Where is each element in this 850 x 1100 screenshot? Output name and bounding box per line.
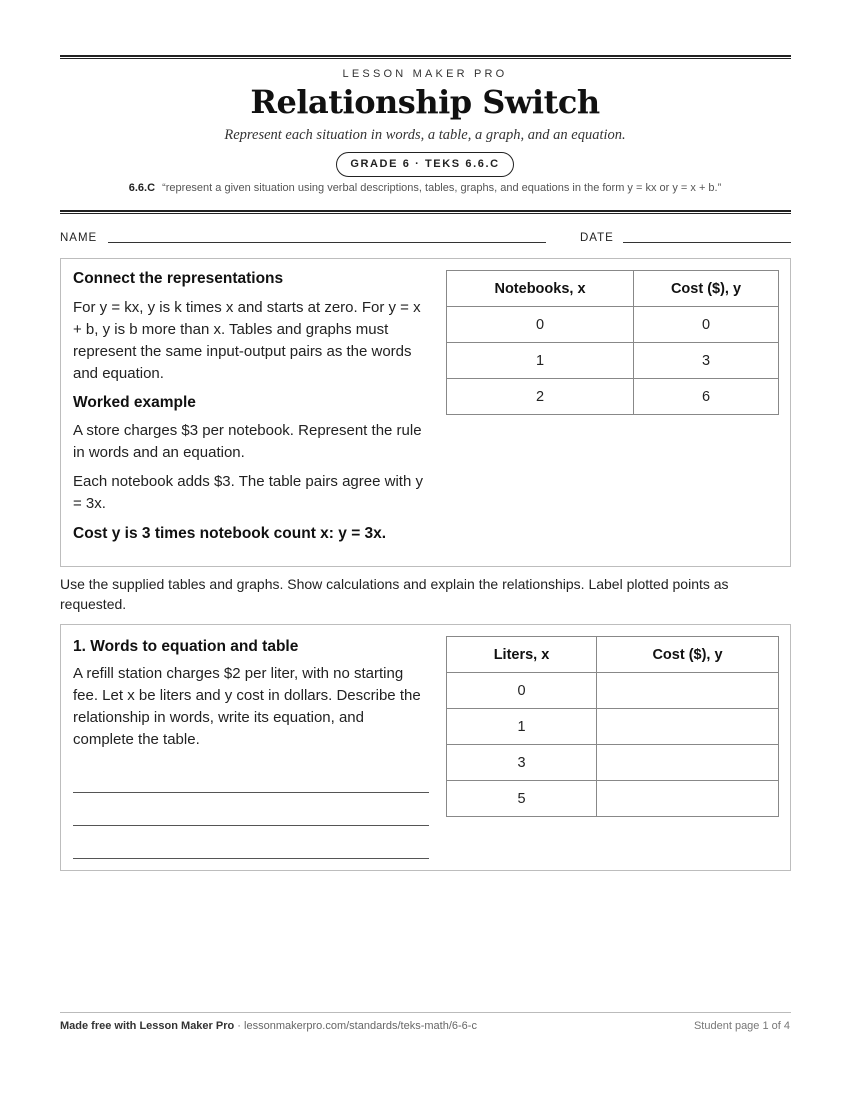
footer-made-with: Made free with Lesson Maker Pro <box>60 1020 235 1032</box>
table-cell: 0 <box>447 673 597 709</box>
table-cell: 1 <box>447 343 634 379</box>
page-subtitle: Represent each situation in words, a table, a graph, and an equation. <box>224 127 626 143</box>
table-row <box>447 745 779 781</box>
table-header-x: Liters, x <box>447 637 597 673</box>
liters-cost-table <box>446 636 779 817</box>
standard-description <box>0 182 850 194</box>
connect-heading: Connect the representations <box>73 270 284 287</box>
answer-cell[interactable] <box>597 673 779 709</box>
table-cell: 3 <box>447 745 597 781</box>
footer-rule <box>60 1012 791 1013</box>
table-row <box>447 673 779 709</box>
answer-cell[interactable] <box>597 745 779 781</box>
answer-line-1[interactable] <box>73 792 429 793</box>
connect-representations-box <box>60 258 791 567</box>
standard-code: 6.6.C <box>128 182 156 194</box>
table-row <box>447 343 779 379</box>
table-row <box>447 781 779 817</box>
top-double-rule <box>60 55 791 59</box>
header-bottom-double-rule <box>60 210 791 214</box>
date-field[interactable] <box>623 242 791 243</box>
worked-example-explanation: Each notebook adds $3. The table pairs agree with y = 3x. <box>73 473 423 512</box>
answer-cell[interactable] <box>597 781 779 817</box>
brand-name: LESSON MAKER PRO <box>342 68 508 80</box>
table-header-row <box>447 637 779 673</box>
table-row <box>447 307 779 343</box>
footer-url[interactable]: lessonmakerpro.com/standards/teks-math/6-6-c <box>244 1020 477 1032</box>
table-cell: 0 <box>634 307 779 343</box>
problem-1-heading: 1. Words to equation and table <box>73 638 299 655</box>
answer-line-2[interactable] <box>73 825 429 826</box>
table-header-y: Cost ($), y <box>634 271 779 307</box>
answer-line-3[interactable] <box>73 858 429 859</box>
connect-body: For y = kx, y is k times x and starts at zero. For y = x + b, y is b more than x. Tables and graphs must represent the same input-output pairs as the words and equation. <box>73 299 421 382</box>
standard-text: “represent a given situation using verbal descriptions, tables, graphs, and equations in the form y = kx or y = x + b.” <box>162 182 722 194</box>
grade-badge: GRADE 6 · TEKS 6.6.C <box>336 152 514 177</box>
table-cell: 6 <box>634 379 779 415</box>
page-title: Relationship Switch <box>250 83 600 121</box>
notebook-cost-table <box>446 270 779 415</box>
table-cell: 2 <box>447 379 634 415</box>
date-label: DATE <box>580 232 614 244</box>
footer-separator: · <box>237 1020 241 1032</box>
footer-credit <box>60 1020 477 1032</box>
worked-example-problem: A store charges $3 per notebook. Represent the rule in words and an equation. <box>73 422 422 461</box>
table-cell: 1 <box>447 709 597 745</box>
worked-example-answer: Cost y is 3 times notebook count x: y = 3x. <box>73 525 387 542</box>
instructions-text: Use the supplied tables and graphs. Show calculations and explain the relationships. Label plotted points as requested. <box>60 576 729 612</box>
footer-page-number: Student page 1 of 4 <box>693 1020 790 1032</box>
problem-1-box <box>60 624 791 871</box>
worked-example-heading: Worked example <box>73 394 196 411</box>
table-header-row <box>447 271 779 307</box>
table-row <box>447 379 779 415</box>
table-cell: 0 <box>447 307 634 343</box>
table-cell: 3 <box>634 343 779 379</box>
name-label: NAME <box>60 232 98 244</box>
table-cell: 5 <box>447 781 597 817</box>
table-row <box>447 709 779 745</box>
problem-1-body: A refill station charges $2 per liter, with no starting fee. Let x be liters and y cost in dollars. Describe the relationship in words, write its equation, and complete the table. <box>73 665 421 748</box>
table-header-y: Cost ($), y <box>597 637 779 673</box>
answer-cell[interactable] <box>597 709 779 745</box>
name-field[interactable] <box>108 242 546 243</box>
table-header-x: Notebooks, x <box>447 271 634 307</box>
